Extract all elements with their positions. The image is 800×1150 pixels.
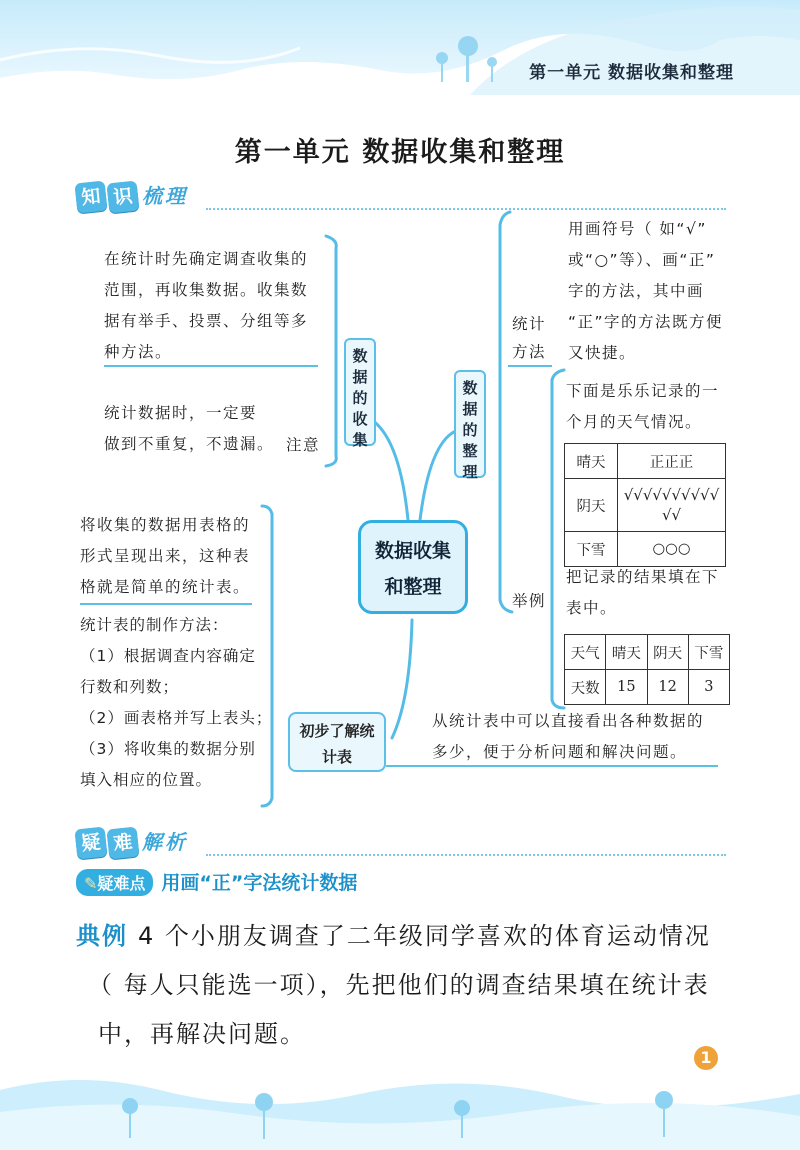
node-line: 初步了解统: [299, 722, 375, 740]
text-line: 统计数据时，一定要: [104, 404, 258, 422]
badge-char: 识: [107, 181, 140, 214]
text-line: 行数和列数；: [80, 678, 180, 696]
badge-char: 知: [75, 181, 108, 214]
text-line: （1）根据调查内容确定: [80, 647, 256, 665]
text-line: “正”字的方法既方便: [568, 313, 724, 331]
method-text: [568, 214, 748, 369]
text-line: 在统计时先确定调查收集的: [104, 250, 309, 268]
example-intro: [566, 376, 746, 438]
example-label: 举例: [512, 592, 547, 610]
method-label: [512, 310, 552, 366]
section-divider: [206, 854, 726, 856]
weather-record-table: [564, 443, 726, 567]
text-line: 填入相应的位置。: [80, 771, 213, 789]
text-line: （ 每人只能选一项），先把他们的调查结果填在统计表: [88, 971, 710, 999]
text-line: 或“○”等）、画“正”: [568, 251, 716, 269]
text-line: 种方法。: [104, 343, 173, 361]
page-title: 第一单元 数据收集和整理: [234, 137, 566, 168]
table-cell: 15: [606, 670, 647, 705]
text-line: 下面是乐乐记录的一: [566, 382, 720, 400]
table-def: [80, 510, 280, 603]
result-table: [564, 634, 730, 705]
center-node: [358, 520, 468, 614]
text-line: 用画符号（ 如“√”: [568, 220, 707, 238]
text-line: （3）将收集的数据分别: [80, 740, 256, 758]
text-line: 个月的天气情况。: [566, 413, 703, 431]
text-line: 表中。: [566, 599, 618, 617]
table-cell: 3: [688, 670, 729, 705]
node-label: 数据的收集: [352, 347, 368, 449]
table-cell: 晴天: [565, 444, 618, 479]
text-line: 形式呈现出来，这种表: [80, 547, 251, 565]
text-line: 范围，再收集数据。收集数: [104, 281, 309, 299]
collect-text: [104, 244, 334, 368]
collect-note: [104, 398, 294, 460]
table-row: [565, 479, 726, 532]
page-number: 1: [694, 1046, 718, 1070]
example-problem: [76, 912, 756, 1059]
text-line: 多少，便于分析问题和解决问题。: [432, 743, 688, 761]
running-title: 第一单元 数据收集和整理: [529, 63, 734, 83]
center-line: 和整理: [384, 576, 442, 598]
text-line: 统计: [512, 315, 547, 333]
text-line: 中，再解决问题。: [98, 1020, 306, 1048]
table-cell: ○○○: [618, 532, 726, 567]
table-cell: 下雪: [688, 635, 729, 670]
table-row: [565, 635, 730, 670]
text-line: 从统计表中可以直接看出各种数据的: [432, 712, 705, 730]
text-span: 4 个小朋友调查了二年级同学喜欢的体育运动情况: [138, 922, 711, 950]
text-line: 据有举手、投票、分组等多: [104, 312, 309, 330]
table-cell: √√√√√√√√√√√√: [618, 479, 726, 532]
table-node: [288, 712, 386, 772]
text-line: 把记录的结果填在下: [566, 568, 720, 586]
difficulty-tag: [76, 869, 153, 896]
tag-label: 疑难点: [97, 874, 146, 893]
text-line: [76, 912, 756, 961]
table-cell: 正正正: [618, 444, 726, 479]
table-row: [565, 444, 726, 479]
text-line: 方法: [512, 343, 547, 361]
text-line: 将收集的数据用表格的: [80, 516, 251, 534]
note-label: 注意: [286, 436, 321, 454]
table-method: [80, 610, 280, 796]
text-line: 又快捷。: [568, 344, 637, 362]
table-cell: 12: [647, 670, 688, 705]
difficulty-point: [76, 868, 357, 896]
badge-tail: 梳理: [142, 184, 188, 208]
difficulty-title: 用画“正”字法统计数据: [161, 872, 358, 894]
text-line: 统计表的制作方法：: [80, 616, 229, 634]
table-row: [565, 670, 730, 705]
node-line: 计表: [321, 748, 352, 766]
badge-char: 难: [107, 827, 140, 860]
text-line: 格就是简单的统计表。: [80, 578, 251, 596]
table-cell: 晴天: [606, 635, 647, 670]
organize-node: [454, 370, 486, 481]
table-use: [432, 706, 732, 768]
table-cell: 阴天: [565, 479, 618, 532]
pencil-icon: ✎: [84, 874, 98, 893]
example-problem-label: 典例: [76, 922, 128, 950]
table-cell: 天气: [565, 635, 606, 670]
collect-node: [344, 338, 376, 449]
table-cell: 下雪: [565, 532, 618, 567]
fill-prompt: [566, 562, 746, 624]
text-line: 做到不重复，不遗漏。: [104, 435, 275, 453]
node-label: 数据的整理: [462, 379, 478, 481]
text-line: （2）画表格并写上表头；: [80, 709, 273, 727]
table-cell: 天数: [565, 670, 606, 705]
text-line: 字的方法，其中画: [568, 282, 705, 300]
table-cell: 阴天: [647, 635, 688, 670]
center-line: 数据收集: [374, 540, 451, 562]
footer-decoration: [0, 1060, 800, 1150]
badge-char: 疑: [75, 827, 108, 860]
section-badge-difficulty: [76, 826, 188, 858]
badge-tail: 解析: [142, 830, 188, 854]
